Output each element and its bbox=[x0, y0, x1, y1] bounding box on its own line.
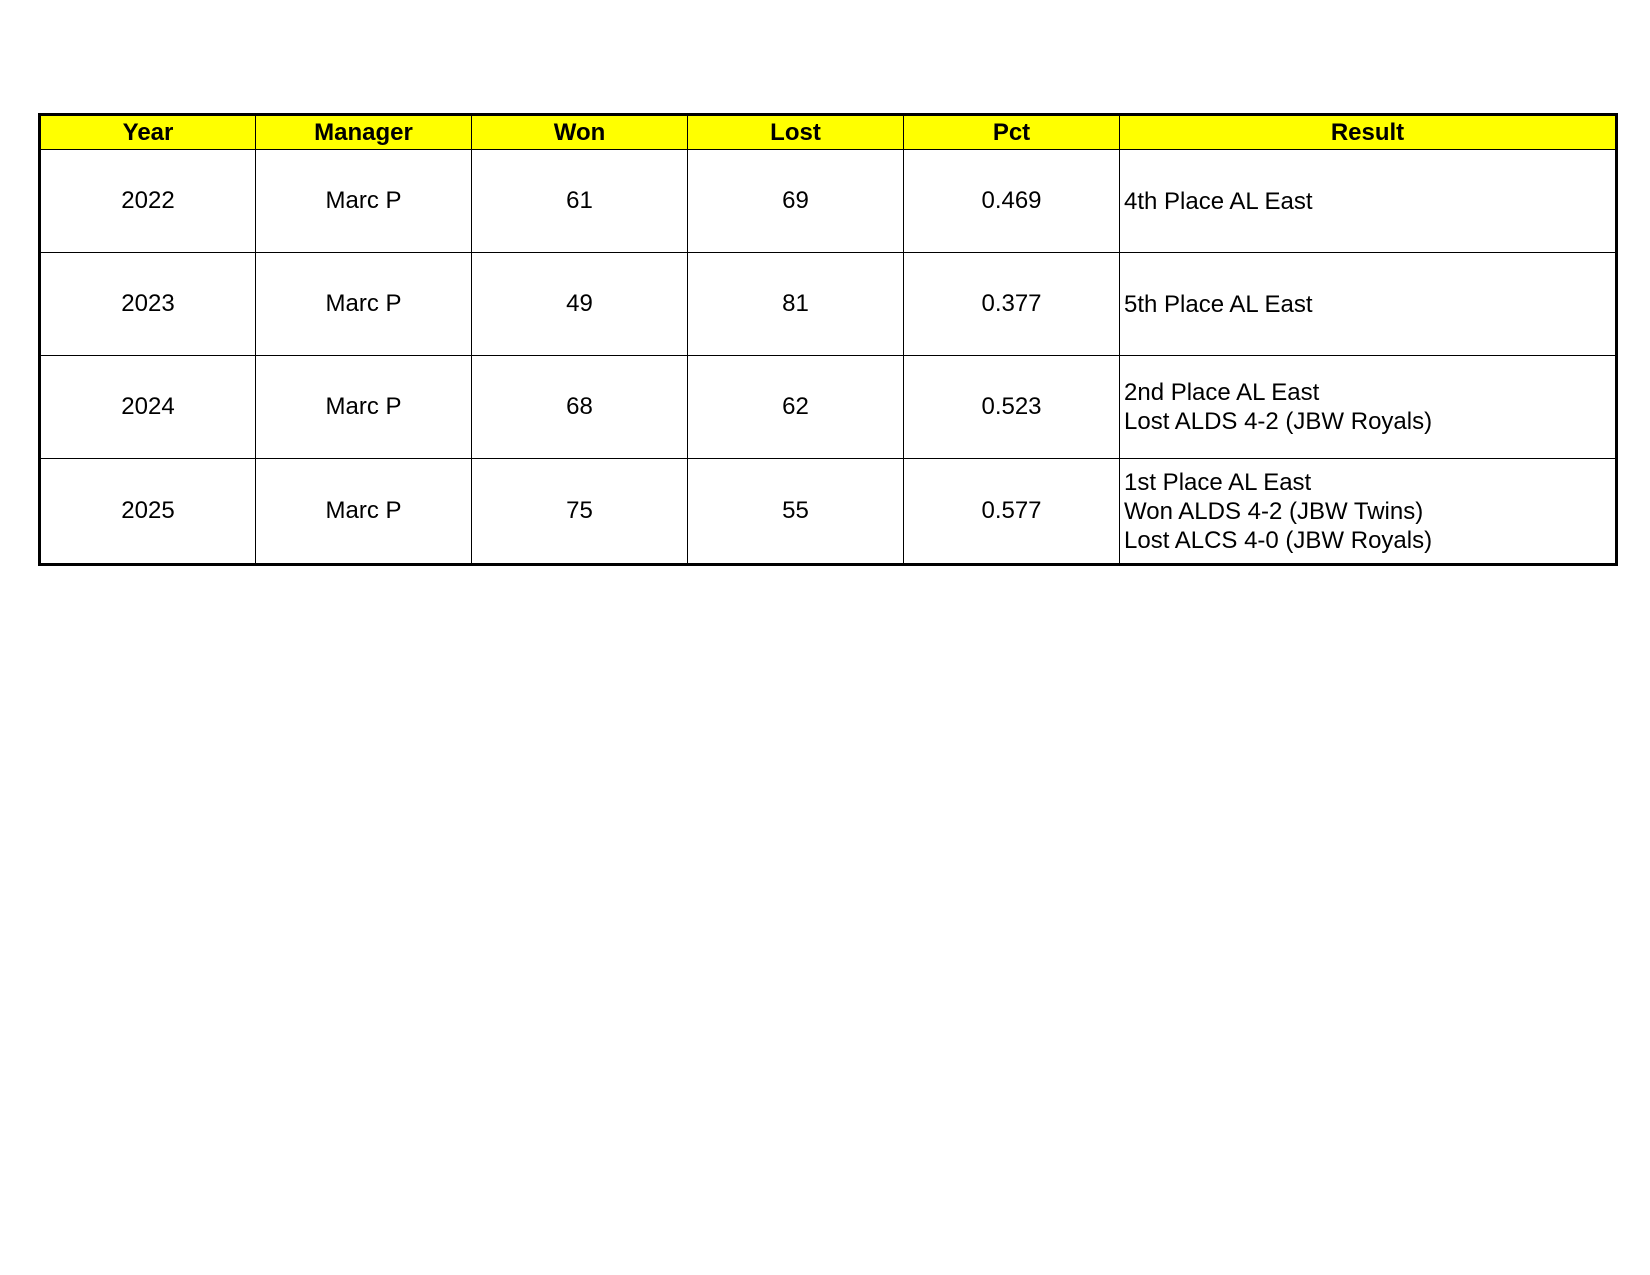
cell-pct: 0.577 bbox=[904, 459, 1120, 565]
result-line: Won ALDS 4-2 (JBW Twins) bbox=[1124, 497, 1424, 525]
cell-won: 68 bbox=[472, 356, 688, 459]
header-lost: Lost bbox=[688, 115, 904, 150]
cell-year: 2024 bbox=[40, 356, 256, 459]
cell-won: 49 bbox=[472, 253, 688, 356]
cell-year: 2022 bbox=[40, 150, 256, 253]
cell-pct: 0.469 bbox=[904, 150, 1120, 253]
cell-lost: 69 bbox=[688, 150, 904, 253]
cell-result bbox=[1120, 459, 1617, 565]
cell-result bbox=[1120, 253, 1617, 356]
cell-lost: 55 bbox=[688, 459, 904, 565]
table-row bbox=[40, 253, 1617, 356]
table-row bbox=[40, 459, 1617, 565]
result-line: 1st Place AL East bbox=[1124, 468, 1312, 496]
cell-year: 2023 bbox=[40, 253, 256, 356]
cell-lost: 81 bbox=[688, 253, 904, 356]
cell-manager: Marc P bbox=[256, 356, 472, 459]
cell-result bbox=[1120, 356, 1617, 459]
table-row bbox=[40, 150, 1617, 253]
cell-pct: 0.377 bbox=[904, 253, 1120, 356]
cell-manager: Marc P bbox=[256, 459, 472, 565]
result-line: 5th Place AL East bbox=[1124, 290, 1313, 318]
table-row bbox=[40, 356, 1617, 459]
cell-manager: Marc P bbox=[256, 253, 472, 356]
result-line: 4th Place AL East bbox=[1124, 187, 1313, 215]
cell-won: 61 bbox=[472, 150, 688, 253]
result-line: 2nd Place AL East bbox=[1124, 379, 1320, 406]
season-results-table bbox=[38, 113, 1618, 566]
header-manager: Manager bbox=[256, 115, 472, 150]
cell-lost: 62 bbox=[688, 356, 904, 459]
header-row bbox=[40, 115, 1617, 150]
cell-won: 75 bbox=[472, 459, 688, 565]
header-year: Year bbox=[40, 115, 256, 150]
header-result: Result bbox=[1120, 115, 1617, 150]
cell-pct: 0.523 bbox=[904, 356, 1120, 459]
cell-manager: Marc P bbox=[256, 150, 472, 253]
cell-result bbox=[1120, 150, 1617, 253]
result-line: Lost ALDS 4-2 (JBW Royals) bbox=[1124, 408, 1433, 435]
header-won: Won bbox=[472, 115, 688, 150]
cell-year: 2025 bbox=[40, 459, 256, 565]
header-pct: Pct bbox=[904, 115, 1120, 150]
result-line: Lost ALCS 4-0 (JBW Royals) bbox=[1124, 526, 1433, 554]
